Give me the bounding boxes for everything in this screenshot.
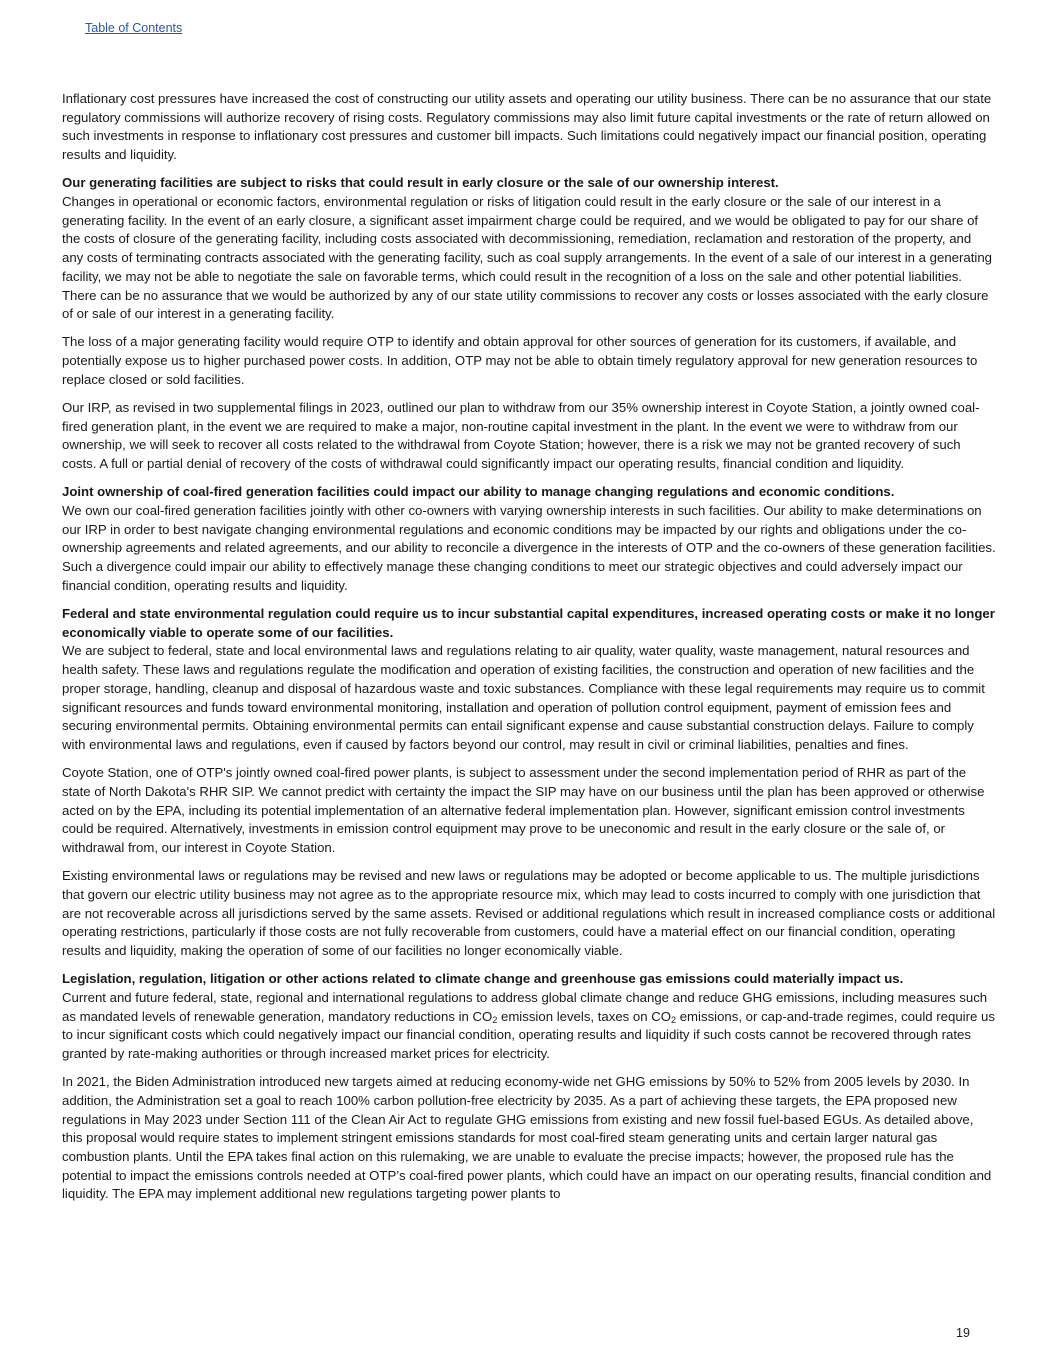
- page-number: 19: [956, 1326, 970, 1340]
- paragraph-text: [62, 989, 996, 1064]
- paragraph-text: We own our coal-fired generation facilities jointly with other co-owners with varying ownership interests in such facilities. Our ability to make determinations on our IRP in order to best navigate changing environmental regulations and economic conditions may be impacted by our rights and obligations under the co-ownership agreements and related agreements, and our ability to reconcile a divergence in the interests of OTP and the co-owners of these generation facilities. Such a divergence could impair our ability to effectively manage these changing conditions to meet our strategic objectives and could adversely impact our financial condition, operating results and liquidity.: [62, 503, 996, 593]
- paragraph-coyote-rhr: [62, 764, 996, 858]
- section-climate-change: [62, 970, 996, 1064]
- section-heading: Joint ownership of coal-fired generation facilities could impact our ability to manage changing regulations and economic conditions.: [62, 484, 895, 500]
- paragraph-loss-of-facility: [62, 333, 996, 389]
- text-run: emission levels, taxes on CO: [497, 1008, 672, 1024]
- document-body: [62, 90, 996, 1214]
- paragraph-text: The loss of a major generating facility would require OTP to identify and obtain approval for other sources of generation for its customers, if available, and potentially expose us to higher purchased power costs. In addition, OTP may not be able to obtain timely regulatory approval for new generation resources to replace closed or sold facilities.: [62, 334, 978, 387]
- subscript: 2: [671, 1014, 677, 1025]
- paragraph-existing-laws: [62, 867, 996, 961]
- paragraph-text: In 2021, the Biden Administration introduced new targets aimed at reducing economy-wide net GHG emissions by 50% to 52% from 2005 levels by 2030. In addition, the Administration set a goal to reach 100% carbon pollution-free electricity by 2035. As a part of achieving these targets, the EPA proposed new regulations in May 2023 under Section 111 of the Clean Air Act to regulate GHG emissions from existing and new fossil fuel-based EGUs. As detailed above, this proposal would require states to implement stringent emissions standards for most coal-fired steam generating units and certain larger natural gas combustion plants. Until the EPA takes final action on this rulemaking, we are unable to evaluate the precise impacts; however, the proposed rule has the potential to impact the emissions controls needed at OTP’s coal-fired power plants, which could have an impact on our operating results, financial condition and liquidity. The EPA may implement additional new regulations targeting power plants to: [62, 1074, 992, 1202]
- text-run: emissions, or cap-and-trade regimes, could require us to incur significant costs which could negatively impact our financial condition, operating results and liquidity if such costs cannot be recovered through rates granted by rate-making authorities or through increased market prices for electricity.: [62, 1008, 995, 1062]
- paragraph-irp-coyote: [62, 399, 996, 474]
- paragraph-text: Inflationary cost pressures have increased the cost of constructing our utility assets and operating our utility business. There can be no assurance that our state regulatory commissions will authorize recovery of rising costs. Regulatory commissions may also limit future capital investments or the rate of return allowed on such investments in response to inflationary cost pressures and customer bill impacts. Such limitations could negatively impact our financial position, operating results and liquidity.: [62, 91, 992, 163]
- subscript: 2: [492, 1014, 498, 1025]
- paragraph-text: Changes in operational or economic factors, environmental regulation or risks of litigation could result in the early closure or the sale of our interest in a generating facility. In the event of an early closure, a significant asset impairment charge could be required, and we would be obligated to pay for our share of the costs of closure of the generating facility, including costs associated with decommissioning, remediation, reclamation and restoration of the property, and any costs of terminating contracts associated with the generating facility, such as coal supply arrangements. In the event of a sale of our interest in a generating facility, we may not be able to negotiate the sale on favorable terms, which could result in the recognition of a loss on the sale and other potential liabilities. There can be no assurance that we would be authorized by any of our state utility commissions to recover any costs or losses associated with the early closure of or sale of our interest in a generating facility.: [62, 194, 992, 322]
- section-generating-facilities: [62, 174, 996, 324]
- table-of-contents-link[interactable]: Table of Contents: [85, 21, 183, 35]
- paragraph-text: Existing environmental laws or regulations may be revised and new laws or regulations may be adopted or become applicable to us. The multiple jurisdictions that govern our electric utility business may not agree as to the appropriate resource mix, which may lead to costs incurred to comply with one jurisdiction that are not recoverable across all jurisdictions served by the same assets. Revised or additional regulations which result in increased compliance costs or additional operating restrictions, particularly if those costs are not fully recoverable from customers, could have a material effect on our financial condition, operating results and liquidity, making the operation of some of our facilities no longer economically viable.: [62, 868, 996, 959]
- section-heading: Federal and state environmental regulation could require us to incur substantial capital expenditures, increased operating costs or make it no longer economically viable to operate some of our facilities.: [62, 606, 995, 640]
- paragraph-text: We are subject to federal, state and local environmental laws and regulations relating to air quality, water quality, waste management, natural resources and health safety. These laws and regulations regulate the modification and operation of existing facilities, the construction and operation of new facilities and the proper storage, handling, cleanup and disposal of hazardous waste and toxic substances. Compliance with these legal requirements may require us to commit significant resources and funds toward environmental monitoring, installation and operation of pollution control equipment, payment of emission fees and securing environmental permits. Obtaining environmental permits can entail significant expense and cause substantial construction delays. Failure to comply with environmental laws and regulations, even if caused by factors beyond our control, may result in civil or criminal liabilities, penalties and fines.: [62, 643, 985, 752]
- paragraph-inflation: [62, 90, 996, 165]
- paragraph-biden-targets: [62, 1073, 996, 1204]
- section-environmental-regulation: [62, 605, 996, 755]
- paragraph-text: Our IRP, as revised in two supplemental filings in 2023, outlined our plan to withdraw from our 35% ownership interest in Coyote Station, a jointly owned coal-fired generation plant, in the event we are required to make a major, non-routine capital investment in the plant. In the event we were to withdraw from our ownership, we will seek to recover all costs related to the withdrawal from Coyote Station; however, there is a risk we may not be granted recovery of such costs. A full or partial denial of recovery of the costs of withdrawal could significantly impact our operating results, financial condition and liquidity.: [62, 400, 980, 472]
- section-heading: Our generating facilities are subject to risks that could result in early closure or the sale of our ownership interest.: [62, 175, 779, 191]
- text-run: Current and future federal, state, regional and international regulations to address global climate change and reduce GHG emissions, including measures such as mandated levels of renewable generation, mandatory reductions in CO: [62, 989, 988, 1024]
- section-joint-ownership: [62, 483, 996, 595]
- paragraph-text: Coyote Station, one of OTP's jointly owned coal-fired power plants, is subject to assessment under the second implementation period of RHR as part of the state of North Dakota's RHR SIP. We cannot predict with certainty the impact the SIP may have on our business until the plan has been approved or otherwise acted on by the EPA, including its potential implementation of an alternative federal implementation plan. However, significant emission control investments could be required. Alternatively, investments in emission control equipment may prove to be uneconomic and result in the early closure or the sale of, or withdrawal from, our interest in Coyote Station.: [62, 765, 985, 856]
- section-heading: Legislation, regulation, litigation or other actions related to climate change and greenhouse gas emissions could materially impact us.: [62, 971, 904, 987]
